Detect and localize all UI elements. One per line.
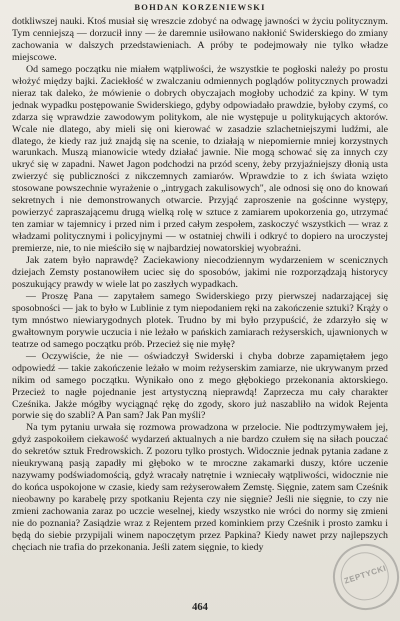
page-body	[12, 16, 388, 596]
paragraph-3: Jak zatem było naprawdę? Zaciekawiony niecodziennym wydarzeniem w scenicznych dziejach Zemsty postanowiłem uciec się do sposobów, jakimi nie rozporządzają historycy poszukujący prawdy w wiele lat po zaszłych wypadkach.	[12, 255, 388, 290]
paragraph-6: Na tym pytaniu urwała się rozmowa prowadzona w przelocie. Nie podtrzymywałem jej, gdyż zaspokoiłem ciekawość wydarzeń aktualnych a nie bardzo czułem się na siłach pouczać do sekretów sztuk Fredrowskich. Z pozoru tylko prostych. Widocznie jednak pytania zadane z nieukrywaną pasją zapadły mi głęboko w te mroczne zakamarki duszy, które uczenie nazywamy podświadomością, gdyż wracały natrętnie i wzniecały wątpliwości, widocznie nie do końca uspokojone w czasie, kiedy sam reżyserowałem Zemstę. Sięgnie, zatem sam Cześnik nieobawny po karabelę przy spotkaniu Rejenta czy nie sięgnie? Jeśli nie sięgnie, to czy nie zmieni zachowania zaraz po uczcie weselnej, kiedy wszystko nie wróci do normy się zmieni nie do poznania? Zasiądzie wraz z Rejentem przed kominkiem przy Cześnik i prosto zamku i będą do siebie przypijali winem napoczętym przez Papkina? Kiedy nawet przy najlepszych chęciach nie trafia do przekonania. Jeśli zatem sięgnie, to kiedy	[12, 422, 388, 553]
paragraph-1: dotkliwszej nauki. Ktoś musiał się wreszcie zdobyć na odwagę jawności w życiu politycznym. Tym cenniejszą — dorzucił inny — że daremnie usiłowano nakłonić Swiderskiego do zmiany zachowania w dalszych przedstawieniach. A próby te podejmowały nie tylko władze miejscowe.	[12, 16, 388, 63]
paragraph-4: — Proszę Pana — zapytałem samego Swiderskiego przy pierwszej nadarzającej się sposobności — jak to było w Lublinie z tym niepodaniem ręki na zakończenie sztuki? Krąży o tym mnóstwo niewiarygodnych plotek. Trudno by mi było przypuścić, że zdarzyło się w gwałtownym porywie uczucia i nie leżało w pańskich zamiarach reżyserskich, ujawnionych w teatrze od samego początku prób. Przecież się nie myłę?	[12, 290, 388, 350]
library-stamp-text: ZEPTYCKI	[343, 563, 388, 586]
page-number: 464	[192, 602, 208, 613]
paragraph-5: — Oczywiście, że nie — oświadczył Swiderski i chyba dobrze zapamiętałem jego odpowiedź — takie zakończenie leżało w moim reżyserskim zamiarze, nie ukrywanym przed nikim od samego początku. Wynikało ono z mego głębokiego przekonania aktorskiego. Przecież to nagłe pojednanie jest artystyczną nieprawdą! Zaprzecza mu cały charakter Cześnika. Jakże mógłby wyciągnąć rękę do zgody, skoro już naszabliło na widok Rejenta porwie się do szabli? A Pan sam? Jak Pan myśli?	[12, 350, 388, 422]
running-header: BOHDAN KORZENIEWSKI	[134, 2, 266, 12]
paragraph-2: Od samego początku nie miałem wątpliwości, że wszystkie te pogłoski należy po prostu włożyć między bajki. Zaciekłość w zwalczaniu odmiennych poglądów politycznych prowadzi nieraz tak daleko, że mówienie o dobrych obyczajach mogłoby uchodzić za kpiny. W tym jednak wypadku postępowanie Swiderskiego, gdyby odpowiadało prawdzie, byłoby czymś, co zdarza się wprawdzie zawodowym politykom, ale nie występuje u politykujących aktorów. Wcale nie dlatego, aby mieli się oni kierować w zasadzie szlachetniejszymi ludźmi, ale dlatego, że kiedy raz już znajdą się na scenie, to działają w niepomiernie mniej korzystnych warunkach. Muszą mianowicie wtedy działać jawnie. Nie mogą schować się za innych czy ukryć się w zapadni. Nawet Jagon podchodzi na przód sceny, żeby przyjaźniejszy dłonią usta zwierzyć się publiczności z nikczemnych zamiarów. Wprawdzie to z ich świata wzięto stosowane powszechnie wyrażenie o „intrygach zakulisowych", ale odnosi się ono do knowań sekretnych i nie demonstrowanych otwarcie. Przyjąć zaproszenie na gościnne występy, powierzyć zapraszającemu drugą wielką rolę w sztuce z zamiarem upokorzenia go, utrzymać ten zamiar w tajemnicy i przed nim i przed całym zespołem, zaskoczyć wszystkich — wraz z władzami politycznymi i policyjnymi — w ostatniej chwili i odkryć to dopiero na uroczystej premierze, nie, to nie mieściło się w najbardziej nowatorskiej wyobraźni.	[12, 63, 388, 255]
